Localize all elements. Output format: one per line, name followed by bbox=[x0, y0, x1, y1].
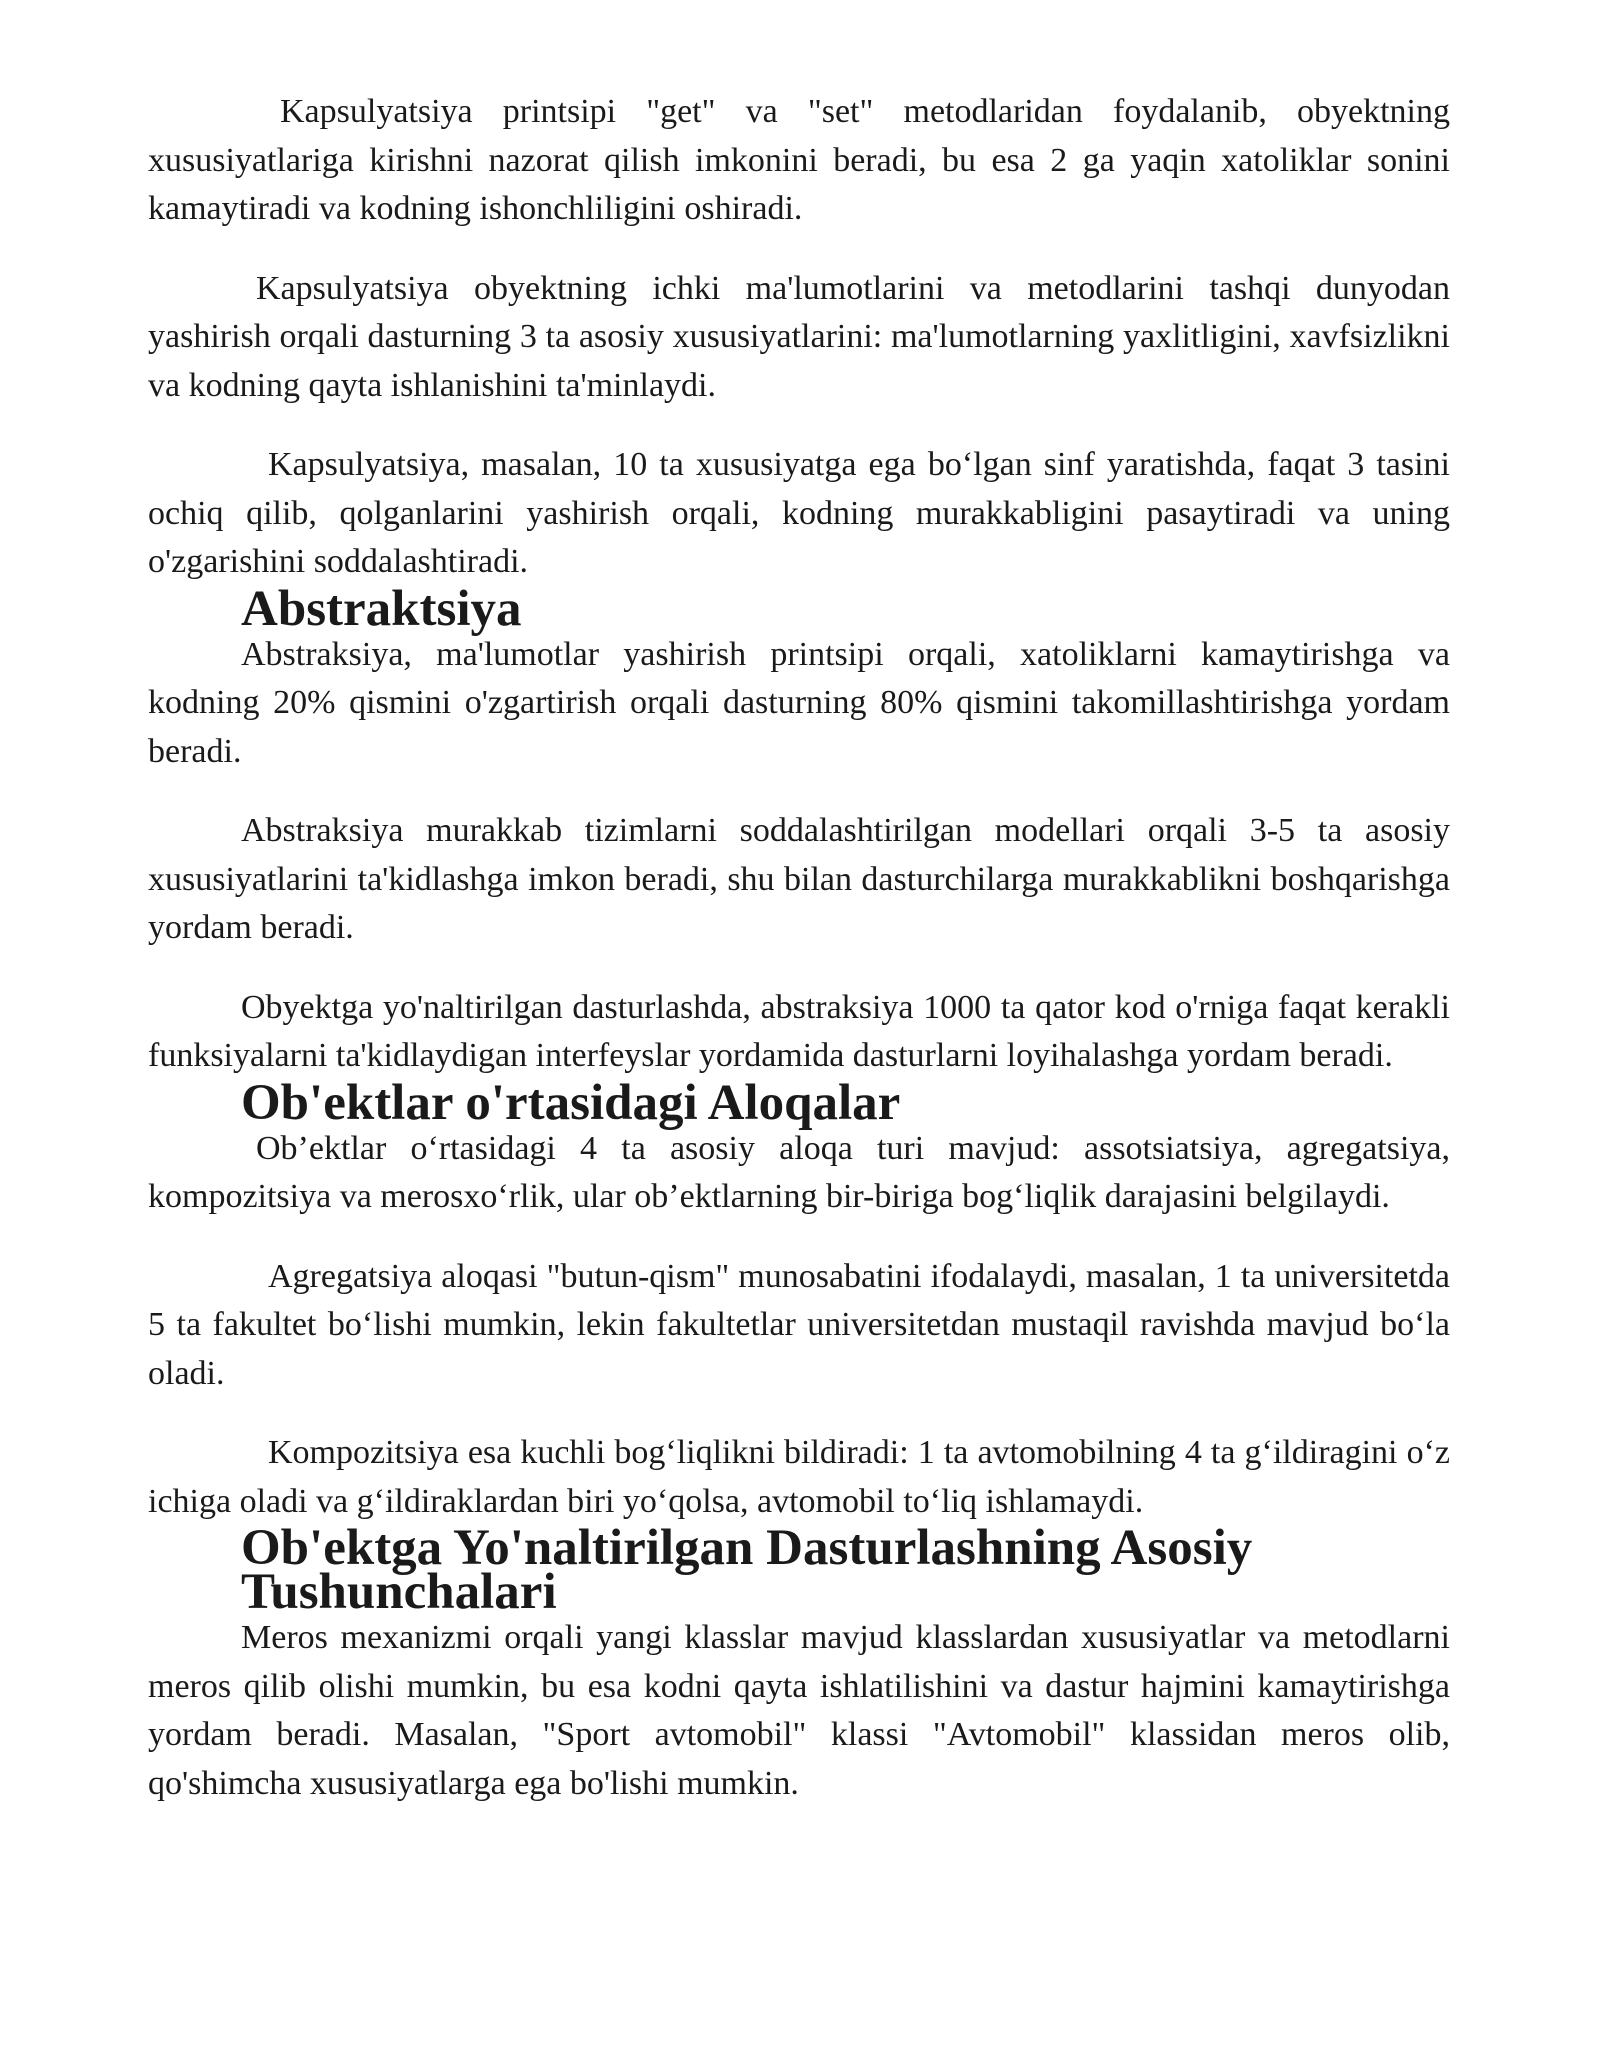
paragraph: Agregatsiya aloqasi "butun-qism" munosabatini ifodalaydi, masalan, 1 ta universitetda 5 ta fakultet bo‘lishi mumkin, lekin fakultetlar universitetdan mustaqil ravishda mavjud bo‘la oladi. bbox=[148, 1257, 1450, 1392]
document-page bbox=[148, 88, 1450, 1808]
paragraph: Abstraksiya, ma'lumotlar yashirish printsipi orqali, xatoliklarni kamaytirishga va kodning 20% qismini o'zgartirish orqali dasturning 80% qismini takomillashtirishga yordam beradi. bbox=[148, 635, 1450, 770]
paragraph: Kapsulyatsiya printsipi "get" va "set" metodlaridan foydalanib, obyektning xususiyatlariga kirishni nazorat qilish imkonini beradi, bu esa 2 ga yaqin xatoliklar sonini kamaytiradi va kodning ishonchliligini oshiradi. bbox=[148, 93, 1450, 227]
paragraph: Obyektga yo'naltirilgan dasturlashda, abstraksiya 1000 ta qator kod o'rniga faqat kerakli funksiyalarni ta'kidlaydigan interfeyslar yordamida dasturlarni loyihalashga yordam beradi. bbox=[148, 988, 1450, 1074]
section-heading: Ob'ektga Yo'naltirilgan Dasturlashning Asosiy Tushunchalari bbox=[241, 1520, 1253, 1620]
paragraph: Meros mexanizmi orqali yangi klasslar mavjud klasslardan xususiyatlar va metodlarni meros qilib olishi mumkin, bu esa kodni qayta ishlatilishini va dastur hajmini kamaytirishga yordam beradi. Masalan, "Sport avtomobil" klassi "Avtomobil" klassidan meros olib, qo'shimcha xususiyatlarga ega bo'lishi mumkin. bbox=[148, 1619, 1450, 1802]
paragraph: Kompozitsiya esa kuchli bog‘liqlikni bildiradi: 1 ta avtomobilning 4 ta g‘ildiragini o‘z ichiga oladi va g‘ildiraklardan biri yo‘qolsa, avtomobil to‘liq ishlamaydi. bbox=[148, 1434, 1450, 1520]
section-heading: Ob'ektlar o'rtasidagi Aloqalar bbox=[241, 1074, 901, 1131]
section-heading: Abstraktsiya bbox=[241, 580, 522, 637]
paragraph: Kapsulyatsiya, masalan, 10 ta xususiyatga ega bo‘lgan sinf yaratishda, faqat 3 tasini ochiq qilib, qolganlarini yashirish orqali, kodning murakkabligini pasaytiradi va uning o'zgarishini soddalashtiradi. bbox=[148, 446, 1450, 580]
paragraph: Abstraksiya murakkab tizimlarni soddalashtirilgan modellari orqali 3-5 ta asosiy xususiyatlarini ta'kidlashga imkon beradi, shu bilan dasturchilarga murakkablikni boshqarishga yordam beradi. bbox=[148, 812, 1450, 946]
paragraph: Kapsulyatsiya obyektning ichki ma'lumotlarini va metodlarini tashqi dunyodan yashirish orqali dasturning 3 ta asosiy xususiyatlarini: ma'lumotlarning yaxlitligini, xavfsizlikni va kodning qayta ishlanishini ta'minlaydi. bbox=[148, 269, 1450, 404]
paragraph: Ob’ektlar o‘rtasidagi 4 ta asosiy aloqa turi mavjud: assotsiatsiya, agregatsiya, kompozitsiya va merosxo‘rlik, ular ob’ektlarning bir-biriga bog‘liqlik darajasini belgilaydi. bbox=[148, 1129, 1450, 1215]
